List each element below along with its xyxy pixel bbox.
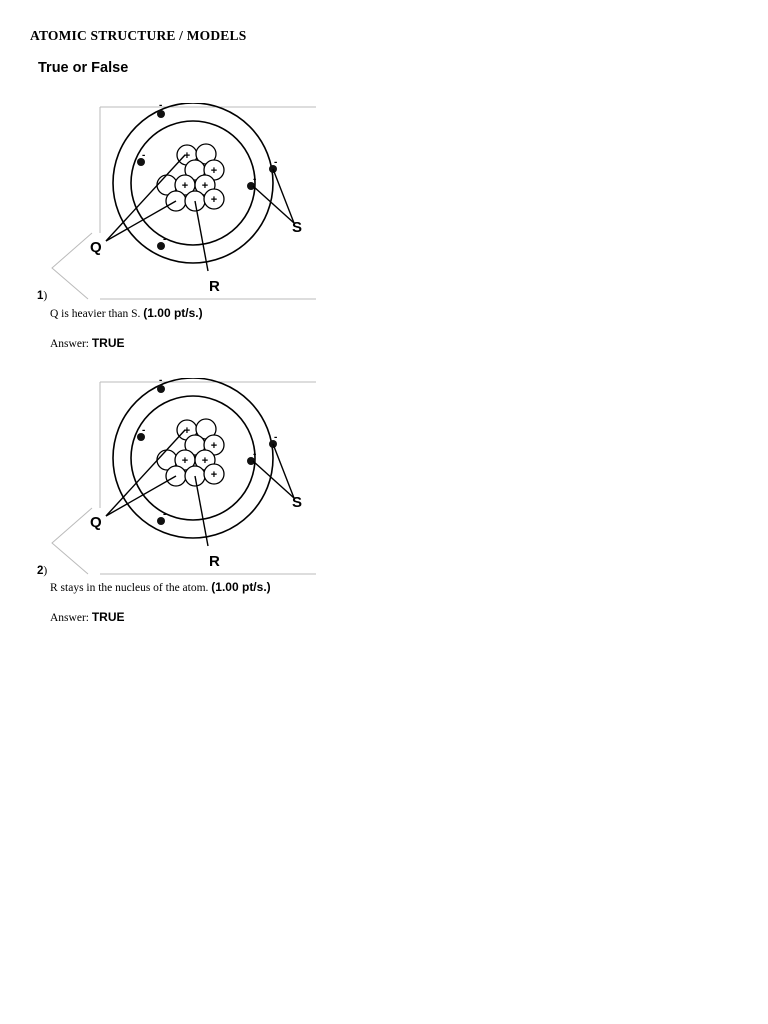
svg-text:+: + xyxy=(181,180,189,192)
svg-text:+: + xyxy=(201,180,209,192)
atom-diagram xyxy=(48,103,318,303)
question-number: 2) xyxy=(37,565,48,577)
svg-text:+: + xyxy=(181,455,189,467)
question-points: (1.00 pt/s.) xyxy=(143,306,203,320)
svg-text:-: - xyxy=(253,449,257,460)
svg-text:+: + xyxy=(183,425,191,437)
label-r: R xyxy=(209,278,220,295)
label-r: R xyxy=(209,553,220,570)
question-points: (1.00 pt/s.) xyxy=(211,580,271,594)
svg-text:+: + xyxy=(183,150,191,162)
answer-line: Answer: TRUE xyxy=(50,336,125,350)
svg-text:-: - xyxy=(274,157,278,168)
svg-text:-: - xyxy=(253,174,257,185)
page-title: ATOMIC STRUCTURE / MODELS xyxy=(30,28,247,43)
label-q: Q xyxy=(90,514,102,531)
atom-diagram xyxy=(48,378,318,578)
svg-text:-: - xyxy=(159,103,163,111)
svg-text:+: + xyxy=(210,194,218,206)
svg-text:-: - xyxy=(142,150,146,161)
svg-text:-: - xyxy=(163,509,167,520)
label-q: Q xyxy=(90,239,102,256)
svg-text:+: + xyxy=(201,455,209,467)
svg-text:+: + xyxy=(210,469,218,481)
svg-text:-: - xyxy=(159,378,163,386)
answer-line: Answer: TRUE xyxy=(50,610,125,624)
answer-value: TRUE xyxy=(91,336,125,350)
svg-text:-: - xyxy=(142,425,146,436)
answer-value: TRUE xyxy=(91,610,125,624)
svg-text:+: + xyxy=(210,440,218,452)
label-s: S xyxy=(292,494,303,511)
question-number: 1) xyxy=(37,290,48,302)
svg-text:-: - xyxy=(163,234,167,245)
label-s: S xyxy=(292,219,303,236)
question-text: R stays in the nucleus of the atom. (1.00 pt/s.) xyxy=(50,580,271,594)
svg-text:+: + xyxy=(210,165,218,177)
svg-text:-: - xyxy=(274,432,278,443)
question-text: Q is heavier than S. (1.00 pt/s.) xyxy=(50,306,203,320)
section-heading: True or False xyxy=(38,60,129,76)
